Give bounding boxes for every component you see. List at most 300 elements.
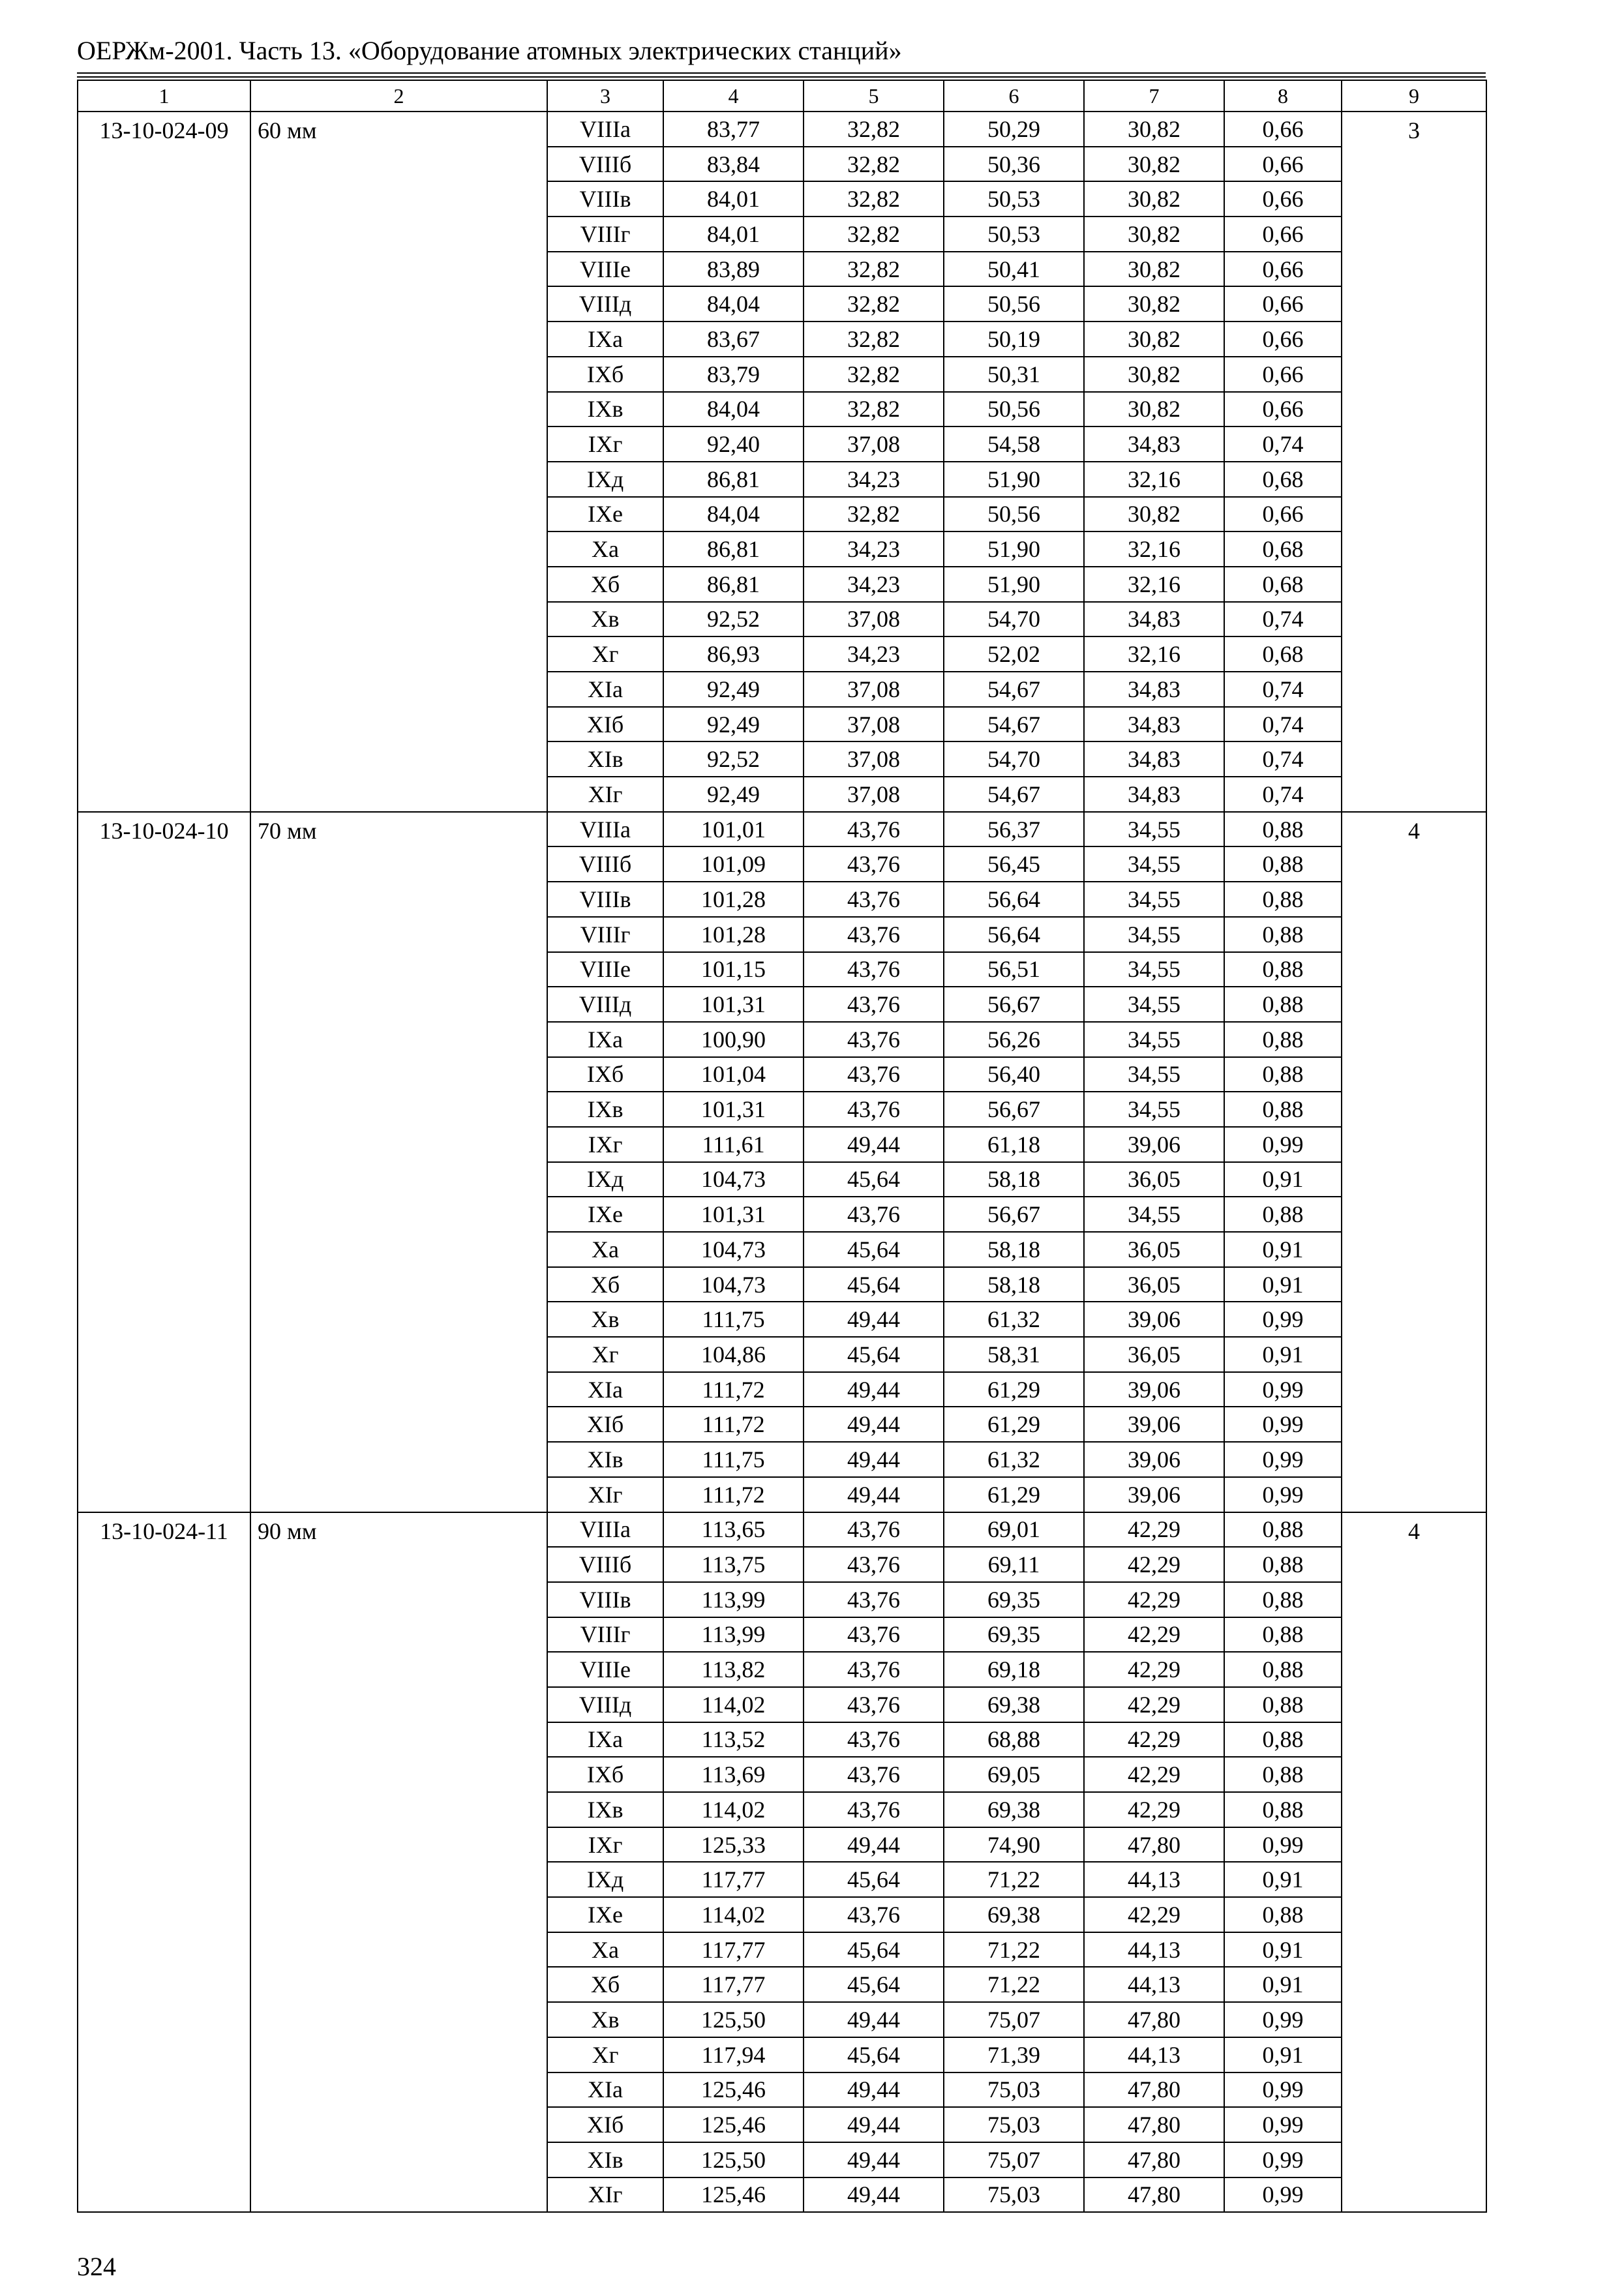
value-col7-cell: 47,80 [1084, 2177, 1224, 2213]
value-col4-cell: 125,46 [663, 2177, 804, 2213]
value-col4-cell: 111,72 [663, 1477, 804, 1512]
value-col6-cell: 75,03 [944, 2072, 1084, 2108]
value-col7-cell: 30,82 [1084, 252, 1224, 287]
value-col7-cell: 44,13 [1084, 1967, 1224, 2002]
zone-cell: VIIIг [547, 1617, 663, 1653]
column-number: 6 [944, 80, 1084, 112]
value-col7-cell: 47,80 [1084, 2002, 1224, 2037]
value-col4-cell: 101,09 [663, 846, 804, 882]
value-col8-cell: 0,74 [1224, 741, 1342, 777]
value-col8-cell: 0,66 [1224, 357, 1342, 392]
value-col8-cell: 0,88 [1224, 1022, 1342, 1057]
zone-cell: Xа [547, 1232, 663, 1267]
zone-cell: XIб [547, 2107, 663, 2142]
value-col6-cell: 50,56 [944, 286, 1084, 322]
value-col5-cell: 49,44 [804, 2142, 944, 2177]
value-col4-cell: 92,52 [663, 741, 804, 777]
zone-cell: XIа [547, 672, 663, 707]
value-col8-cell: 0,66 [1224, 217, 1342, 252]
value-col8-cell: 0,91 [1224, 1932, 1342, 1967]
value-col6-cell: 50,56 [944, 497, 1084, 532]
value-col4-cell: 101,04 [663, 1057, 804, 1092]
zone-cell: VIIIб [547, 147, 663, 182]
value-col6-cell: 61,29 [944, 1477, 1084, 1512]
value-col6-cell: 56,64 [944, 917, 1084, 952]
value-col6-cell: 58,18 [944, 1232, 1084, 1267]
value-col4-cell: 104,73 [663, 1267, 804, 1302]
value-col6-cell: 50,19 [944, 322, 1084, 357]
value-col5-cell: 37,08 [804, 426, 944, 462]
value-col8-cell: 0,91 [1224, 1967, 1342, 2002]
value-col4-cell: 86,81 [663, 531, 804, 567]
value-col4-cell: 83,67 [663, 322, 804, 357]
zone-cell: IXг [547, 1127, 663, 1162]
value-col6-cell: 51,90 [944, 567, 1084, 602]
value-col4-cell: 100,90 [663, 1022, 804, 1057]
value-col7-cell: 34,55 [1084, 882, 1224, 917]
value-col6-cell: 54,67 [944, 707, 1084, 742]
zone-cell: IXб [547, 357, 663, 392]
value-col4-cell: 104,73 [663, 1232, 804, 1267]
zone-cell: Xа [547, 531, 663, 567]
value-col6-cell: 69,38 [944, 1687, 1084, 1722]
zone-cell: VIIIа [547, 112, 663, 147]
value-col7-cell: 34,55 [1084, 812, 1224, 847]
value-col6-cell: 58,18 [944, 1162, 1084, 1197]
value-col4-cell: 111,72 [663, 1407, 804, 1442]
value-col5-cell: 32,82 [804, 217, 944, 252]
rates-table [77, 80, 1487, 2213]
value-col5-cell: 43,76 [804, 1092, 944, 1127]
value-col7-cell: 30,82 [1084, 497, 1224, 532]
zone-cell: IXа [547, 1722, 663, 1758]
header-rule-second [77, 76, 1486, 78]
zone-cell: IXв [547, 1092, 663, 1127]
value-col7-cell: 34,83 [1084, 672, 1224, 707]
col9-value: 4 [1342, 1512, 1486, 2213]
value-col4-cell: 125,46 [663, 2072, 804, 2108]
value-col7-cell: 36,05 [1084, 1337, 1224, 1372]
value-col8-cell: 0,99 [1224, 2177, 1342, 2213]
value-col6-cell: 61,32 [944, 1302, 1084, 1337]
zone-cell: IXд [547, 1862, 663, 1897]
table-row [78, 112, 1486, 147]
value-col7-cell: 34,55 [1084, 1092, 1224, 1127]
value-col4-cell: 125,50 [663, 2142, 804, 2177]
value-col5-cell: 49,44 [804, 1477, 944, 1512]
value-col7-cell: 39,06 [1084, 1127, 1224, 1162]
value-col8-cell: 0,88 [1224, 987, 1342, 1022]
value-col5-cell: 49,44 [804, 1407, 944, 1442]
value-col6-cell: 50,36 [944, 147, 1084, 182]
item-name: 70 мм [250, 812, 547, 1512]
value-col6-cell: 61,29 [944, 1407, 1084, 1442]
value-col6-cell: 69,05 [944, 1757, 1084, 1792]
value-col7-cell: 39,06 [1084, 1442, 1224, 1477]
value-col4-cell: 92,52 [663, 602, 804, 637]
value-col4-cell: 84,01 [663, 217, 804, 252]
value-col6-cell: 61,18 [944, 1127, 1084, 1162]
zone-cell: IXд [547, 1162, 663, 1197]
value-col8-cell: 0,68 [1224, 636, 1342, 672]
value-col7-cell: 30,82 [1084, 147, 1224, 182]
zone-cell: IXб [547, 1757, 663, 1792]
value-col7-cell: 36,05 [1084, 1267, 1224, 1302]
value-col8-cell: 0,66 [1224, 112, 1342, 147]
value-col6-cell: 56,26 [944, 1022, 1084, 1057]
value-col8-cell: 0,74 [1224, 707, 1342, 742]
zone-cell: IXе [547, 1897, 663, 1932]
value-col6-cell: 52,02 [944, 636, 1084, 672]
value-col8-cell: 0,99 [1224, 1127, 1342, 1162]
value-col6-cell: 69,38 [944, 1792, 1084, 1827]
value-col6-cell: 56,64 [944, 882, 1084, 917]
value-col8-cell: 0,66 [1224, 286, 1342, 322]
value-col5-cell: 43,76 [804, 882, 944, 917]
zone-cell: XIб [547, 1407, 663, 1442]
value-col6-cell: 69,18 [944, 1652, 1084, 1687]
value-col4-cell: 113,69 [663, 1757, 804, 1792]
value-col5-cell: 32,82 [804, 112, 944, 147]
value-col8-cell: 0,66 [1224, 252, 1342, 287]
value-col8-cell: 0,99 [1224, 1827, 1342, 1863]
value-col8-cell: 0,91 [1224, 1862, 1342, 1897]
zone-cell: VIIIг [547, 917, 663, 952]
value-col8-cell: 0,99 [1224, 1302, 1342, 1337]
value-col7-cell: 34,55 [1084, 987, 1224, 1022]
value-col4-cell: 104,73 [663, 1162, 804, 1197]
value-col4-cell: 101,31 [663, 1092, 804, 1127]
value-col6-cell: 50,53 [944, 181, 1084, 217]
value-col7-cell: 42,29 [1084, 1512, 1224, 1548]
value-col7-cell: 39,06 [1084, 1372, 1224, 1407]
value-col8-cell: 0,66 [1224, 181, 1342, 217]
value-col5-cell: 43,76 [804, 846, 944, 882]
value-col5-cell: 45,64 [804, 1267, 944, 1302]
zone-cell: VIIIв [547, 1582, 663, 1617]
value-col5-cell: 37,08 [804, 707, 944, 742]
value-col6-cell: 56,51 [944, 952, 1084, 987]
column-number: 9 [1342, 80, 1486, 112]
value-col8-cell: 0,99 [1224, 2072, 1342, 2108]
value-col6-cell: 61,32 [944, 1442, 1084, 1477]
zone-cell: IXе [547, 1197, 663, 1232]
zone-cell: IXг [547, 1827, 663, 1863]
value-col5-cell: 49,44 [804, 1372, 944, 1407]
value-col8-cell: 0,99 [1224, 2142, 1342, 2177]
value-col5-cell: 37,08 [804, 672, 944, 707]
value-col5-cell: 43,76 [804, 812, 944, 847]
value-col5-cell: 43,76 [804, 1547, 944, 1582]
zone-cell: XIа [547, 2072, 663, 2108]
value-col5-cell: 34,23 [804, 462, 944, 497]
value-col8-cell: 0,74 [1224, 426, 1342, 462]
value-col7-cell: 34,55 [1084, 1197, 1224, 1232]
value-col7-cell: 42,29 [1084, 1792, 1224, 1827]
value-col8-cell: 0,66 [1224, 392, 1342, 427]
value-col7-cell: 42,29 [1084, 1617, 1224, 1653]
value-col8-cell: 0,88 [1224, 1652, 1342, 1687]
value-col6-cell: 54,58 [944, 426, 1084, 462]
value-col6-cell: 50,56 [944, 392, 1084, 427]
value-col4-cell: 125,50 [663, 2002, 804, 2037]
value-col5-cell: 32,82 [804, 497, 944, 532]
value-col5-cell: 37,08 [804, 741, 944, 777]
value-col6-cell: 69,35 [944, 1617, 1084, 1653]
value-col5-cell: 34,23 [804, 636, 944, 672]
value-col8-cell: 0,88 [1224, 1792, 1342, 1827]
zone-cell: IXа [547, 1022, 663, 1057]
zone-cell: Xг [547, 636, 663, 672]
value-col8-cell: 0,74 [1224, 602, 1342, 637]
zone-cell: VIIIе [547, 252, 663, 287]
value-col5-cell: 45,64 [804, 1162, 944, 1197]
value-col6-cell: 68,88 [944, 1722, 1084, 1758]
value-col7-cell: 34,83 [1084, 707, 1224, 742]
value-col8-cell: 0,88 [1224, 1757, 1342, 1792]
value-col4-cell: 117,77 [663, 1862, 804, 1897]
page-number: 324 [77, 2252, 116, 2281]
value-col6-cell: 75,03 [944, 2177, 1084, 2213]
col9-value: 4 [1342, 812, 1486, 1512]
value-col6-cell: 56,67 [944, 987, 1084, 1022]
zone-cell: VIIIд [547, 987, 663, 1022]
value-col7-cell: 39,06 [1084, 1302, 1224, 1337]
value-col8-cell: 0,68 [1224, 462, 1342, 497]
value-col8-cell: 0,88 [1224, 1512, 1342, 1548]
column-number: 8 [1224, 80, 1342, 112]
zone-cell: Xв [547, 1302, 663, 1337]
column-number: 3 [547, 80, 663, 112]
value-col6-cell: 75,07 [944, 2142, 1084, 2177]
value-col6-cell: 50,41 [944, 252, 1084, 287]
value-col4-cell: 101,15 [663, 952, 804, 987]
value-col4-cell: 92,49 [663, 672, 804, 707]
value-col4-cell: 101,31 [663, 987, 804, 1022]
value-col7-cell: 32,16 [1084, 636, 1224, 672]
value-col6-cell: 54,67 [944, 672, 1084, 707]
value-col5-cell: 37,08 [804, 777, 944, 812]
value-col5-cell: 43,76 [804, 1057, 944, 1092]
value-col4-cell: 113,82 [663, 1652, 804, 1687]
value-col5-cell: 45,64 [804, 2037, 944, 2072]
value-col6-cell: 50,53 [944, 217, 1084, 252]
zone-cell: XIа [547, 1372, 663, 1407]
value-col8-cell: 0,91 [1224, 1267, 1342, 1302]
value-col6-cell: 58,31 [944, 1337, 1084, 1372]
column-number: 2 [250, 80, 547, 112]
item-code: 13-10-024-10 [78, 812, 250, 1512]
value-col4-cell: 111,75 [663, 1442, 804, 1477]
value-col5-cell: 45,64 [804, 1232, 944, 1267]
value-col7-cell: 39,06 [1084, 1477, 1224, 1512]
zone-cell: Xг [547, 1337, 663, 1372]
value-col7-cell: 47,80 [1084, 2142, 1224, 2177]
value-col4-cell: 113,99 [663, 1582, 804, 1617]
value-col5-cell: 49,44 [804, 2002, 944, 2037]
value-col4-cell: 86,93 [663, 636, 804, 672]
value-col6-cell: 56,67 [944, 1197, 1084, 1232]
value-col7-cell: 42,29 [1084, 1582, 1224, 1617]
value-col4-cell: 113,65 [663, 1512, 804, 1548]
value-col7-cell: 30,82 [1084, 217, 1224, 252]
value-col4-cell: 111,72 [663, 1372, 804, 1407]
col9-value: 3 [1342, 112, 1486, 812]
value-col7-cell: 32,16 [1084, 462, 1224, 497]
value-col5-cell: 43,76 [804, 1197, 944, 1232]
value-col6-cell: 71,22 [944, 1932, 1084, 1967]
value-col7-cell: 39,06 [1084, 1407, 1224, 1442]
value-col8-cell: 0,99 [1224, 1407, 1342, 1442]
value-col7-cell: 42,29 [1084, 1652, 1224, 1687]
zone-cell: Xг [547, 2037, 663, 2072]
value-col6-cell: 71,22 [944, 1967, 1084, 2002]
value-col8-cell: 0,91 [1224, 1337, 1342, 1372]
value-col5-cell: 49,44 [804, 2072, 944, 2108]
value-col8-cell: 0,88 [1224, 1092, 1342, 1127]
value-col5-cell: 43,76 [804, 1582, 944, 1617]
zone-cell: Xб [547, 567, 663, 602]
value-col7-cell: 34,83 [1084, 426, 1224, 462]
value-col4-cell: 84,04 [663, 497, 804, 532]
value-col8-cell: 0,88 [1224, 917, 1342, 952]
zone-cell: VIIIа [547, 1512, 663, 1548]
value-col6-cell: 75,07 [944, 2002, 1084, 2037]
value-col7-cell: 30,82 [1084, 112, 1224, 147]
value-col4-cell: 92,49 [663, 707, 804, 742]
item-name: 60 мм [250, 112, 547, 812]
value-col5-cell: 32,82 [804, 181, 944, 217]
value-col5-cell: 49,44 [804, 1302, 944, 1337]
value-col8-cell: 0,88 [1224, 812, 1342, 847]
value-col5-cell: 43,76 [804, 987, 944, 1022]
value-col5-cell: 32,82 [804, 392, 944, 427]
value-col5-cell: 32,82 [804, 252, 944, 287]
value-col4-cell: 125,33 [663, 1827, 804, 1863]
value-col8-cell: 0,88 [1224, 1582, 1342, 1617]
value-col6-cell: 50,29 [944, 112, 1084, 147]
value-col5-cell: 43,76 [804, 917, 944, 952]
zone-cell: XIг [547, 777, 663, 812]
value-col5-cell: 37,08 [804, 602, 944, 637]
value-col4-cell: 83,84 [663, 147, 804, 182]
value-col7-cell: 47,80 [1084, 2107, 1224, 2142]
value-col7-cell: 34,83 [1084, 602, 1224, 637]
value-col5-cell: 43,76 [804, 1652, 944, 1687]
zone-cell: XIг [547, 2177, 663, 2213]
zone-cell: VIIIв [547, 882, 663, 917]
zone-cell: IXв [547, 1792, 663, 1827]
value-col6-cell: 75,03 [944, 2107, 1084, 2142]
value-col5-cell: 49,44 [804, 2107, 944, 2142]
value-col6-cell: 71,39 [944, 2037, 1084, 2072]
value-col8-cell: 0,91 [1224, 1232, 1342, 1267]
value-col6-cell: 71,22 [944, 1862, 1084, 1897]
value-col7-cell: 42,29 [1084, 1757, 1224, 1792]
value-col7-cell: 36,05 [1084, 1162, 1224, 1197]
value-col5-cell: 49,44 [804, 1827, 944, 1863]
zone-cell: IXг [547, 426, 663, 462]
zone-cell: XIв [547, 741, 663, 777]
value-col8-cell: 0,66 [1224, 497, 1342, 532]
value-col4-cell: 114,02 [663, 1792, 804, 1827]
zone-cell: VIIIг [547, 217, 663, 252]
table-row [78, 1512, 1486, 1548]
value-col7-cell: 34,55 [1084, 846, 1224, 882]
value-col7-cell: 34,55 [1084, 917, 1224, 952]
value-col4-cell: 92,49 [663, 777, 804, 812]
value-col4-cell: 83,77 [663, 112, 804, 147]
value-col8-cell: 0,88 [1224, 952, 1342, 987]
value-col8-cell: 0,91 [1224, 2037, 1342, 2072]
value-col8-cell: 0,66 [1224, 322, 1342, 357]
value-col7-cell: 36,05 [1084, 1232, 1224, 1267]
value-col5-cell: 49,44 [804, 1127, 944, 1162]
value-col4-cell: 113,75 [663, 1547, 804, 1582]
value-col4-cell: 92,40 [663, 426, 804, 462]
zone-cell: VIIIе [547, 952, 663, 987]
value-col4-cell: 83,79 [663, 357, 804, 392]
header-rule [77, 72, 1486, 74]
table-body [78, 80, 1486, 2212]
value-col4-cell: 86,81 [663, 567, 804, 602]
value-col7-cell: 30,82 [1084, 392, 1224, 427]
value-col8-cell: 0,88 [1224, 1722, 1342, 1758]
value-col5-cell: 34,23 [804, 531, 944, 567]
value-col4-cell: 101,28 [663, 882, 804, 917]
table-row [78, 812, 1486, 847]
item-name: 90 мм [250, 1512, 547, 2213]
value-col8-cell: 0,88 [1224, 1687, 1342, 1722]
value-col5-cell: 43,76 [804, 1722, 944, 1758]
zone-cell: XIв [547, 1442, 663, 1477]
value-col6-cell: 54,70 [944, 602, 1084, 637]
zone-cell: Xа [547, 1932, 663, 1967]
value-col6-cell: 69,38 [944, 1897, 1084, 1932]
column-number-row [78, 80, 1486, 112]
value-col5-cell: 43,76 [804, 1022, 944, 1057]
zone-cell: XIг [547, 1477, 663, 1512]
value-col8-cell: 0,74 [1224, 672, 1342, 707]
value-col7-cell: 34,55 [1084, 1022, 1224, 1057]
value-col4-cell: 117,77 [663, 1932, 804, 1967]
value-col5-cell: 43,76 [804, 952, 944, 987]
value-col6-cell: 61,29 [944, 1372, 1084, 1407]
value-col4-cell: 113,99 [663, 1617, 804, 1653]
value-col7-cell: 32,16 [1084, 567, 1224, 602]
value-col4-cell: 83,89 [663, 252, 804, 287]
value-col7-cell: 30,82 [1084, 357, 1224, 392]
value-col5-cell: 32,82 [804, 357, 944, 392]
value-col4-cell: 117,77 [663, 1967, 804, 2002]
value-col8-cell: 0,99 [1224, 1372, 1342, 1407]
value-col6-cell: 56,40 [944, 1057, 1084, 1092]
value-col8-cell: 0,99 [1224, 1442, 1342, 1477]
column-number: 5 [804, 80, 944, 112]
value-col5-cell: 32,82 [804, 322, 944, 357]
value-col4-cell: 84,04 [663, 286, 804, 322]
value-col7-cell: 42,29 [1084, 1547, 1224, 1582]
zone-cell: VIIIд [547, 1687, 663, 1722]
value-col8-cell: 0,88 [1224, 1197, 1342, 1232]
value-col8-cell: 0,99 [1224, 2002, 1342, 2037]
value-col6-cell: 56,37 [944, 812, 1084, 847]
zone-cell: VIIIб [547, 1547, 663, 1582]
value-col8-cell: 0,66 [1224, 147, 1342, 182]
value-col7-cell: 47,80 [1084, 2072, 1224, 2108]
value-col4-cell: 125,46 [663, 2107, 804, 2142]
value-col6-cell: 74,90 [944, 1827, 1084, 1863]
